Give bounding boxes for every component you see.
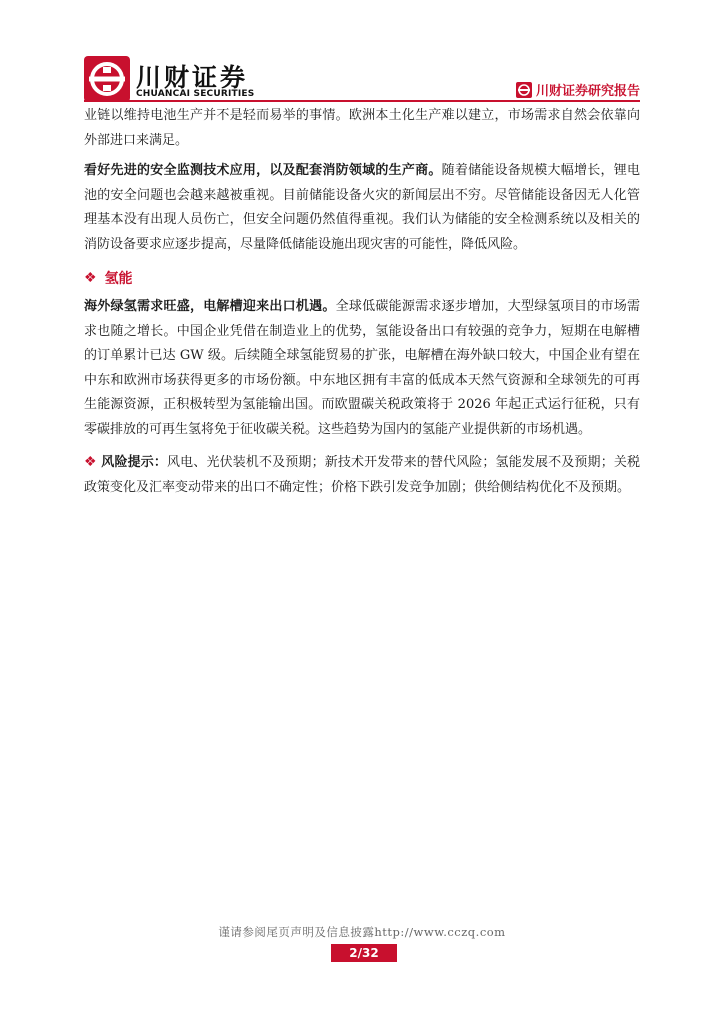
page-header bbox=[0, 0, 724, 104]
report-tag bbox=[516, 80, 640, 99]
risk-text: 风电、光伏装机不及预期；新技术开发带来的替代风险；氢能发展不及预期；关税政策变化及汇率变动带来的出口不确定性；价格下跌引发竞争加剧；供给侧结构优化不及预期。 bbox=[84, 455, 640, 495]
paragraph-lead: 海外绿氢需求旺盛，电解槽迎来出口机遇。 bbox=[84, 299, 336, 314]
main-content bbox=[84, 104, 640, 500]
company-name-en: CHUANCAI SECURITIES bbox=[136, 89, 255, 99]
diamond-bullet-icon: ❖ bbox=[84, 270, 97, 286]
chuancai-logo-icon bbox=[84, 56, 130, 102]
paragraph-text: 全球低碳能源需求逐步增加，大型绿氢项目的市场需求也随之增长。中国企业凭借在制造业上的优势，氢能设备出口有较强的竞争力，短期在电解槽的订单累计已达 GW 级。后续随全球氢能贸易的扩张，电解槽在海外缺口较大，中国企业有望在中东和欧洲市场获得更多的市场份额。中东地区拥有丰富的低成本天然气资源和全球领先的可再生能源资源，正积极转型为氢能输出国。而欧盟碳关税政策将于 2026 年起正式运行征税，只有零碳排放的可再生氢将免于征收碳关税。这些趋势为国内的氢能产业提供新的市场机遇。 bbox=[84, 299, 640, 437]
risk-notice bbox=[84, 450, 640, 500]
paragraph-text: 随着储能设备规模大幅增长，锂电池的安全问题也会越来越被重视。目前储能设备火灾的新闻层出不穷。尽管储能设备因无人化管理基本没有出现人员伤亡，但安全问题仍然值得重视。我们认为储能的安全检测系统以及相关的消防设备要求应逐步提高，尽量降低储能设施出现灾害的可能性，降低风险。 bbox=[84, 163, 640, 252]
page-number-badge: 2/32 bbox=[331, 944, 397, 962]
section-title: 氢能 bbox=[104, 271, 133, 287]
report-tag-label: 川财证券研究报告 bbox=[535, 84, 640, 99]
paragraph-hydrogen bbox=[84, 295, 640, 442]
diamond-bullet-icon: ❖ bbox=[84, 454, 102, 470]
paragraph-battery-chain: 业链以维持电池生产并不是轻而易举的事情。欧洲本土化生产难以建立，市场需求自然会依靠向外部进口来满足。 bbox=[84, 108, 640, 148]
company-name-cn: 川财证券 bbox=[136, 63, 249, 92]
paragraph-safety bbox=[84, 159, 640, 257]
header-divider bbox=[84, 100, 640, 102]
report-logo-icon bbox=[516, 82, 532, 98]
section-heading-hydrogen bbox=[84, 263, 640, 293]
risk-label: 风险提示： bbox=[101, 455, 168, 470]
paragraph-lead: 看好先进的安全监测技术应用，以及配套消防领域的生产商。 bbox=[84, 163, 442, 178]
footer-disclaimer: 谨请参阅尾页声明及信息披露http://www.cczq.com bbox=[218, 925, 506, 939]
